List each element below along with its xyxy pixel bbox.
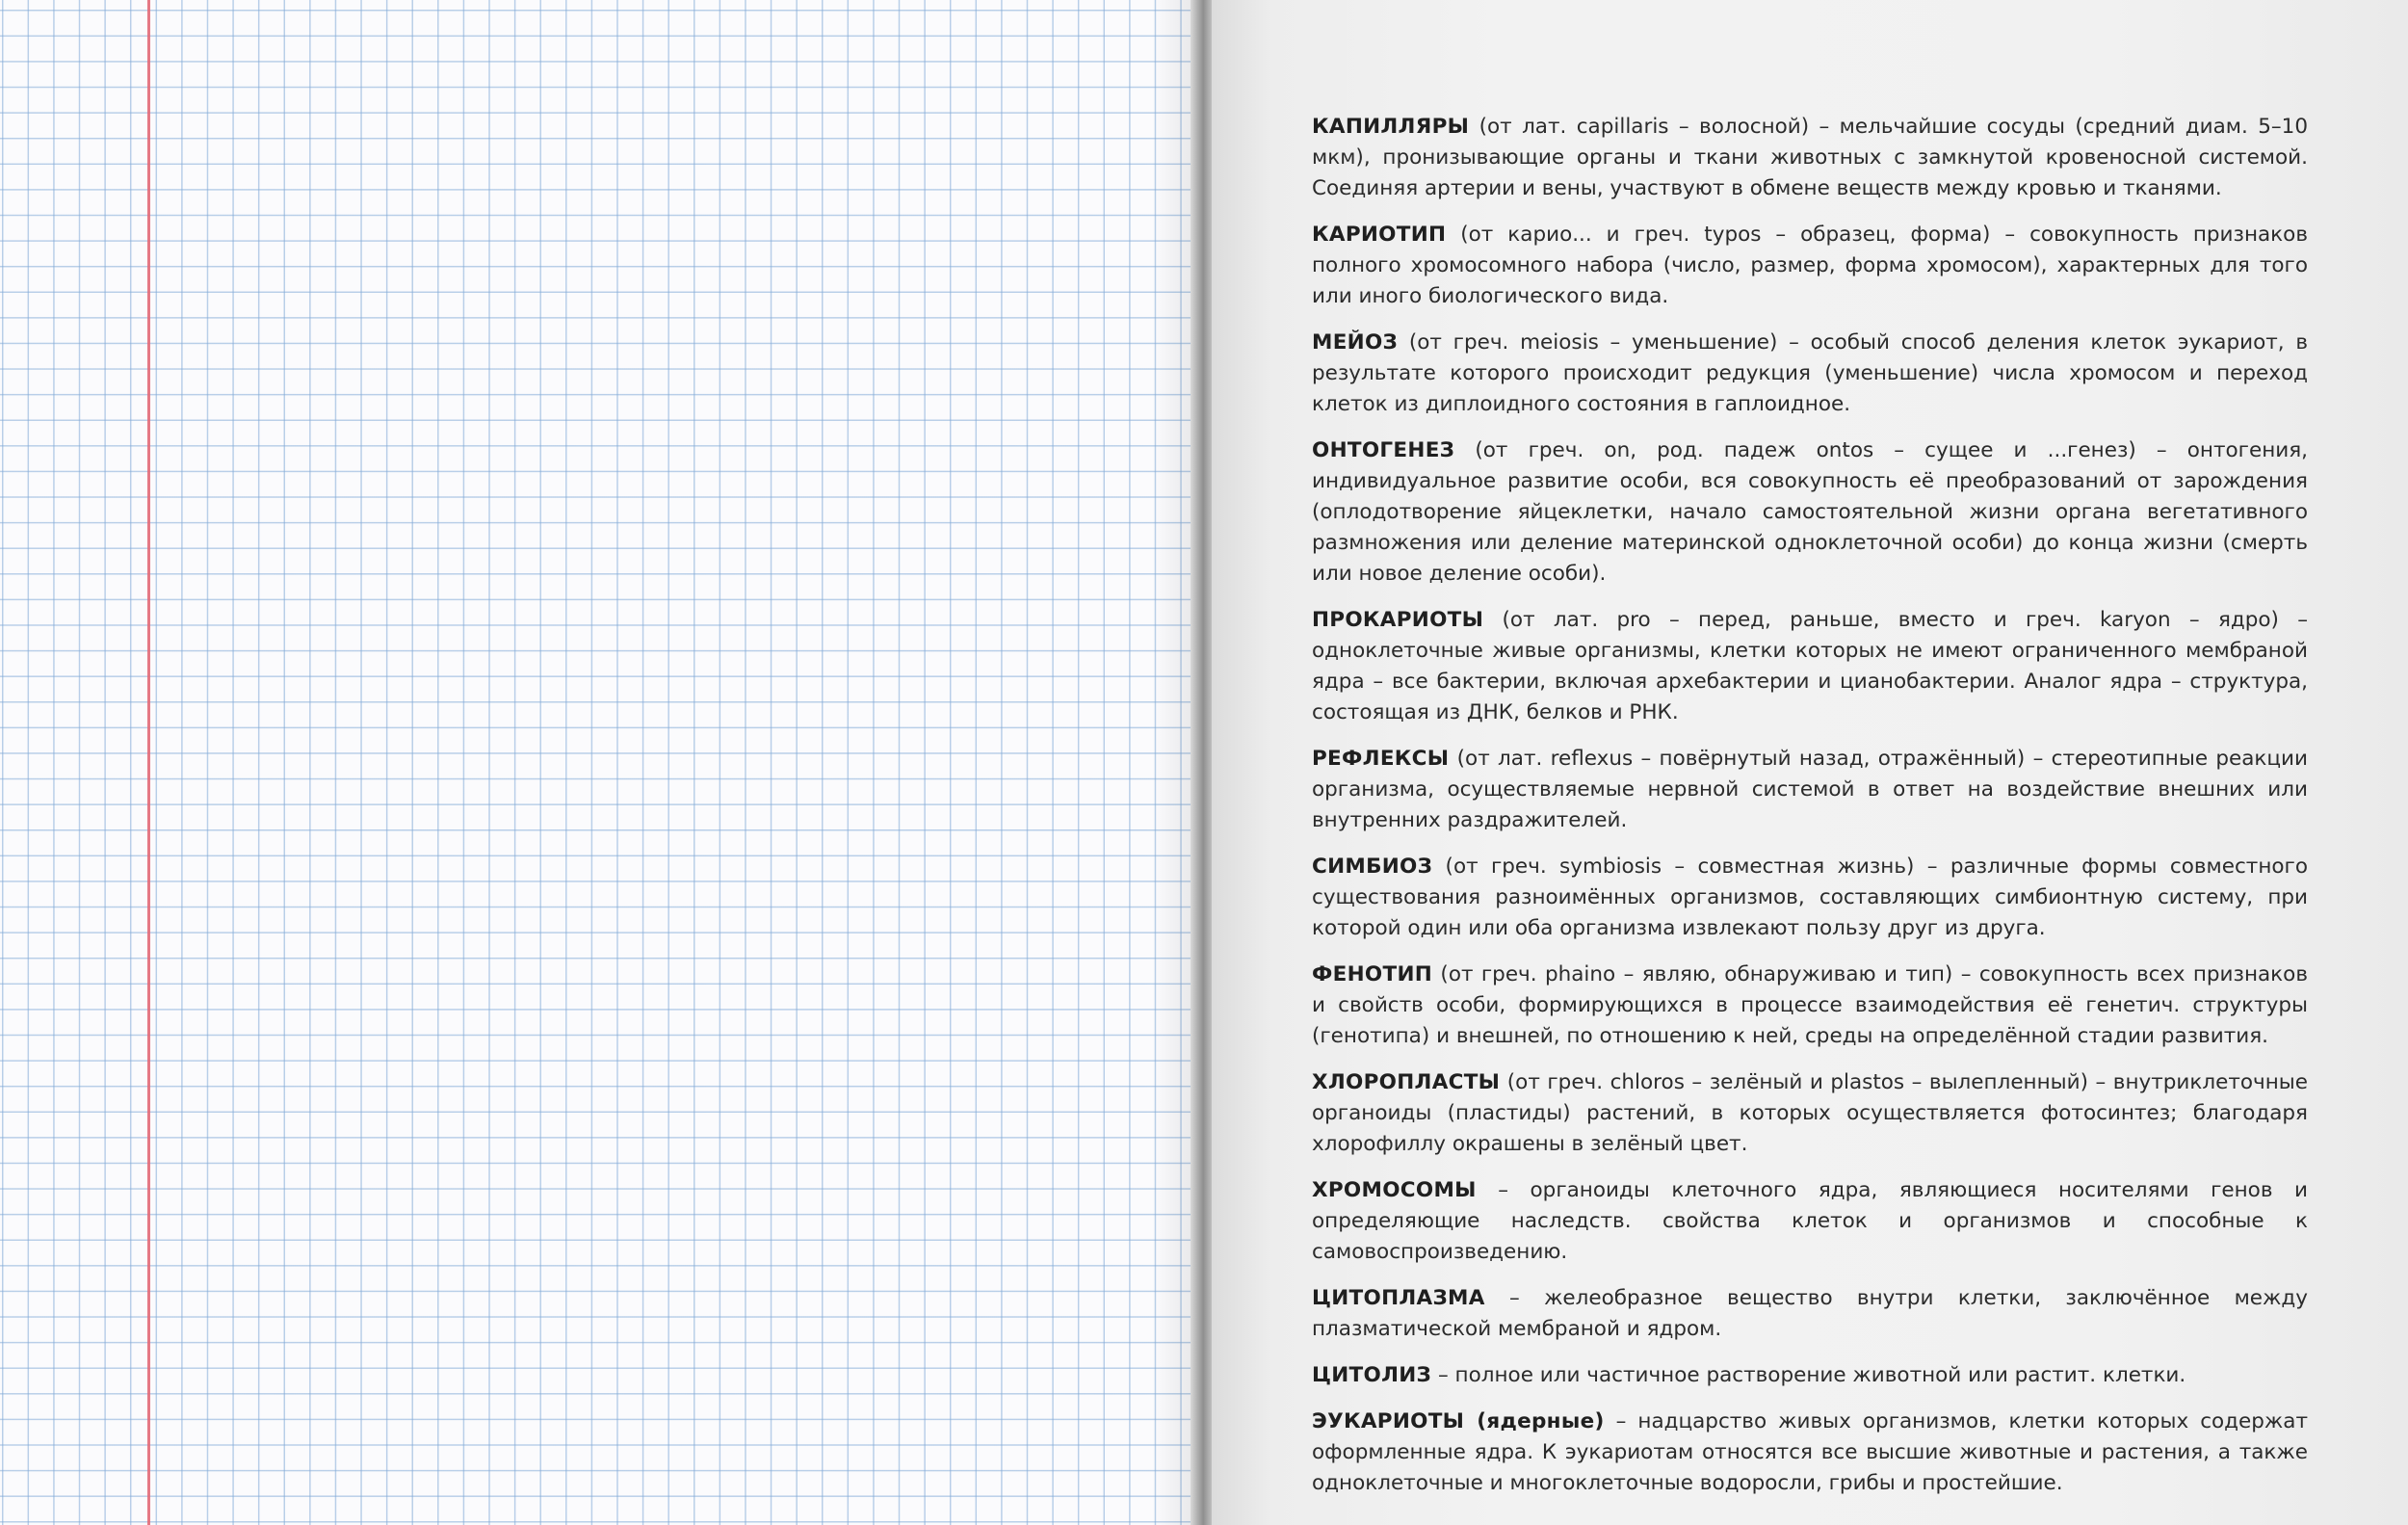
glossary-term: КАПИЛЛЯРЫ <box>1312 115 1470 139</box>
glossary-entry <box>1312 1407 2308 1499</box>
glossary-entry <box>1312 435 2308 590</box>
margin-line <box>147 0 150 1525</box>
glossary-term: ОНТОГЕНЕЗ <box>1312 438 1455 462</box>
glossary-term: ПРОКАРИОТЫ <box>1312 608 1484 632</box>
glossary-term: ФЕНОТИП <box>1312 962 1433 986</box>
glossary-page <box>1212 0 2408 1525</box>
grid-notebook-page <box>0 0 1191 1525</box>
glossary-definition: (от греч. phaino – являю, обнаруживаю и тип) – совокупность всех признаков и свойств особи, формирующихся в процессе взаимодействия её генетич. структуры (генотипа) и внешней, по отношению к ней, среды на определённой стадии развития. <box>1312 962 2308 1048</box>
glossary-term: ХРОМОСОМЫ <box>1312 1178 1477 1202</box>
glossary-term: ЦИТОЛИЗ <box>1312 1363 1432 1387</box>
glossary-definition: – надцарство живых организмов, клетки которых содержат оформленные ядра. К эукариотам относятся все высшие животные и растения, а также одноклеточные и многоклеточные водоросли, грибы и простейшие. <box>1312 1409 2308 1495</box>
glossary-term: ХЛОРОПЛАСТЫ <box>1312 1070 1501 1094</box>
page-fold-shadow <box>1152 0 1191 1525</box>
notebook-spine <box>1191 0 1214 1525</box>
glossary-definition: – органоиды клеточного ядра, являющиеся носителями генов и определяющие наследств. свойства клеток и организмов и способные к самовоспроизведению. <box>1312 1178 2308 1264</box>
glossary-entry <box>1312 1175 2308 1268</box>
glossary-entry <box>1312 744 2308 836</box>
glossary-entry <box>1312 328 2308 420</box>
glossary-entry <box>1312 1067 2308 1160</box>
glossary-definition: (от греч. chloros – зелёный и plastos – вылепленный) – внутриклеточные органоиды (пластиды) растений, в которых осуществляется фотосинтез; благодаря хлорофиллу окрашены в зелёный цвет. <box>1312 1070 2308 1156</box>
glossary-definition: – желеобразное вещество внутри клетки, заключённое между плазматической мембраной и ядром. <box>1312 1286 2308 1341</box>
glossary-list <box>1312 112 2308 1514</box>
glossary-definition: (от лат. reflexus – повёрнутый назад, отражённый) – стереотипные реакции организма, осуществляемые нервной системой в ответ на воздействие внешних или внутренних раздражителей. <box>1312 747 2308 832</box>
glossary-term: МЕЙОЗ <box>1312 330 1399 355</box>
glossary-term: РЕФЛЕКСЫ <box>1312 747 1450 771</box>
glossary-entry <box>1312 605 2308 728</box>
glossary-term: СИМБИОЗ <box>1312 855 1433 879</box>
glossary-definition: – полное или частичное растворение животной или растит. клетки. <box>1431 1363 2186 1387</box>
glossary-entry <box>1312 852 2308 944</box>
glossary-entry <box>1312 112 2308 204</box>
glossary-definition: (от лат. capillaris – волосной) – мельчайшие сосуды (средний диам. 5–10 мкм), пронизывающие органы и ткани животных с замкнутой кровеносной системой. Соединяя артерии и вены, участвуют в обмене веществ между кровью и тканями. <box>1312 115 2308 200</box>
glossary-entry <box>1312 220 2308 312</box>
glossary-definition: (от греч. symbiosis – совместная жизнь) – различные формы совместного существования разноимённых организмов, составляющих симбионтную систему, при которой один или оба организма извлекают пользу друг из друга. <box>1312 855 2308 940</box>
glossary-term: КАРИОТИП <box>1312 223 1447 247</box>
glossary-definition: (от греч. meiosis – уменьшение) – особый способ деления клеток эукариот, в результате которого происходит редукция (уменьшение) числа хромосом и переход клеток из диплоидного состояния в гаплоидное. <box>1312 330 2308 416</box>
glossary-term: ЦИТОПЛАЗМА <box>1312 1286 1485 1310</box>
glossary-definition: (от карио... и греч. typos – образец, форма) – совокупность признаков полного хромосомного набора (число, размер, форма хромосом), характерных для того или иного биологического вида. <box>1312 223 2308 308</box>
glossary-definition: (от лат. pro – перед, раньше, вместо и греч. karyon – ядро) – одноклеточные живые организмы, клетки которых не имеют ограниченного мембраной ядра – все бактерии, включая архебактерии и цианобактерии. Аналог ядра – структура, состоящая из ДНК, белков и РНК. <box>1312 608 2308 724</box>
glossary-definition: (от греч. on, род. падеж ontos – сущее и ...генез) – онтогения, индивидуальное развитие особи, вся совокупность её преобразований от зарождения (оплодотворение яйцеклетки, начало самостоятельной жизни органа вегетативного размножения или деление материнской одноклеточной особи) до конца жизни (смерть или новое деление особи). <box>1312 438 2308 586</box>
glossary-entry <box>1312 1360 2308 1391</box>
glossary-entry <box>1312 960 2308 1052</box>
glossary-term: ЭУКАРИОТЫ (ядерные) <box>1312 1409 1605 1433</box>
glossary-entry <box>1312 1283 2308 1345</box>
